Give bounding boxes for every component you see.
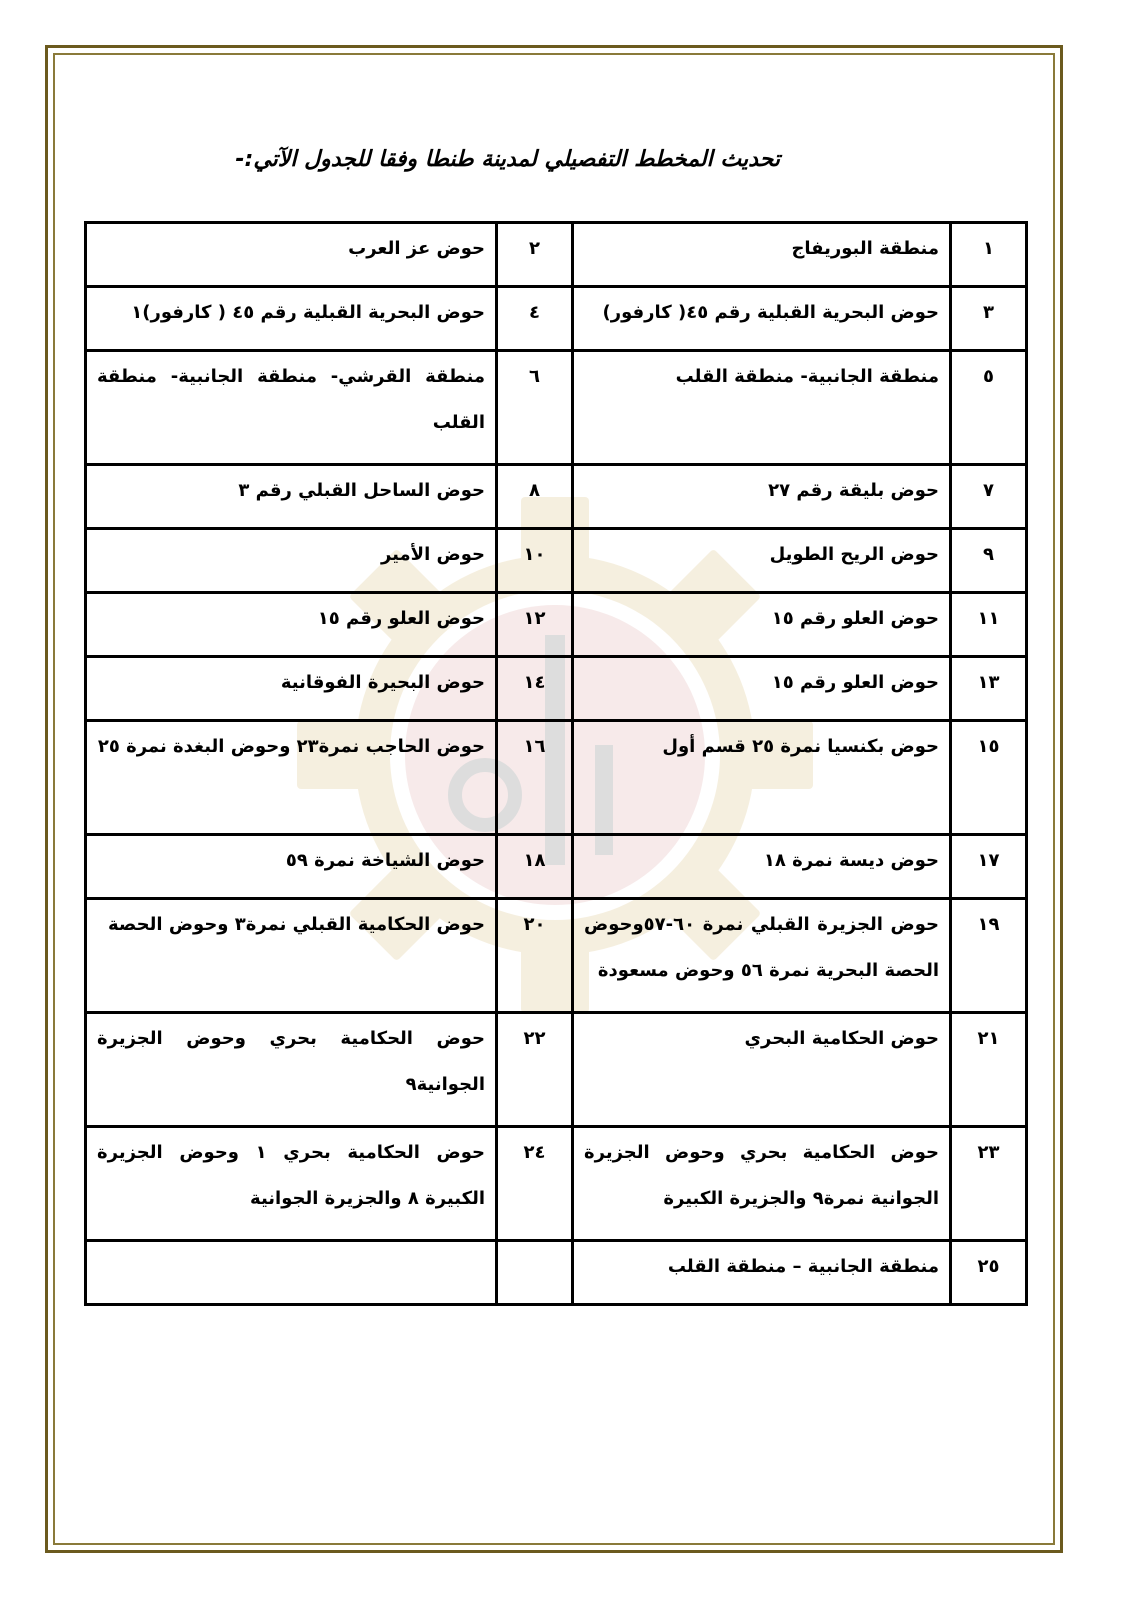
- row-number: ١٦: [497, 721, 573, 835]
- row-number: ١٣: [951, 657, 1027, 721]
- table-row: [86, 351, 1027, 465]
- zone-name: حوض الأمير: [86, 529, 497, 593]
- zone-name: منطقة الجانبية- منطقة القلب: [573, 351, 951, 465]
- row-number: ٢١: [951, 1013, 1027, 1127]
- table-row: [86, 1013, 1027, 1127]
- zone-name: حوض البحيرة الفوقانية: [86, 657, 497, 721]
- row-number: ١٩: [951, 899, 1027, 1013]
- row-number: ٦: [497, 351, 573, 465]
- table-row: [86, 1241, 1027, 1305]
- table-row: [86, 287, 1027, 351]
- zone-name: حوض ديسة نمرة ١٨: [573, 835, 951, 899]
- zone-name: حوض العلو رقم ١٥: [573, 593, 951, 657]
- zone-name: حوض البحرية القبلية رقم ٤٥ ( كارفور)١: [86, 287, 497, 351]
- zone-name: منطقة الجانبية – منطقة القلب: [573, 1241, 951, 1305]
- zone-name: حوض بليقة رقم ٢٧: [573, 465, 951, 529]
- table-row: [86, 835, 1027, 899]
- table-row: [86, 1127, 1027, 1241]
- zone-name: حوض عز العرب: [86, 223, 497, 287]
- row-number: ١٧: [951, 835, 1027, 899]
- zones-table: [84, 221, 1028, 1306]
- zone-name: حوض الحكامية القبلي نمرة٣ وحوض الحصة: [86, 899, 497, 1013]
- zone-name: حوض الساحل القبلي رقم ٣: [86, 465, 497, 529]
- row-number: ٢٥: [951, 1241, 1027, 1305]
- row-number: ٢٠: [497, 899, 573, 1013]
- row-number: ١٢: [497, 593, 573, 657]
- row-number: ١: [951, 223, 1027, 287]
- row-number: ٩: [951, 529, 1027, 593]
- row-number: [497, 1241, 573, 1305]
- row-number: ١٥: [951, 721, 1027, 835]
- zone-name: [86, 1241, 497, 1305]
- row-number: ٢٤: [497, 1127, 573, 1241]
- table-row: [86, 899, 1027, 1013]
- row-number: ١١: [951, 593, 1027, 657]
- table-row: [86, 593, 1027, 657]
- row-number: ٤: [497, 287, 573, 351]
- row-number: ٢: [497, 223, 573, 287]
- table-row: [86, 223, 1027, 287]
- zone-name: منطقة القرشي- منطقة الجانبية- منطقة القلب: [86, 351, 497, 465]
- table-row: [86, 657, 1027, 721]
- zone-name: حوض العلو رقم ١٥: [573, 657, 951, 721]
- zone-name: حوض البحرية القبلية رقم ٤٥( كارفور): [573, 287, 951, 351]
- row-number: ٢٣: [951, 1127, 1027, 1241]
- zone-name: حوض العلو رقم ١٥: [86, 593, 497, 657]
- zone-name: منطقة البوريفاج: [573, 223, 951, 287]
- row-number: ١٨: [497, 835, 573, 899]
- zone-name: حوض الحكامية بحري ١ وحوض الجزيرة الكبيرة ٨ والجزيرة الجوانية: [86, 1127, 497, 1241]
- row-number: ٨: [497, 465, 573, 529]
- table-row: [86, 721, 1027, 835]
- row-number: ١٤: [497, 657, 573, 721]
- zone-name: حوض بكنسيا نمرة ٢٥ قسم أول: [573, 721, 951, 835]
- zone-name: حوض الحكامية بحري وحوض الجزيرة الجوانية نمرة٩ والجزيرة الكبيرة: [573, 1127, 951, 1241]
- row-number: ٢٢: [497, 1013, 573, 1127]
- row-number: ٧: [951, 465, 1027, 529]
- table-row: [86, 529, 1027, 593]
- row-number: ٣: [951, 287, 1027, 351]
- zone-name: حوض الجزيرة القبلي نمرة ٦٠-٥٧وحوض الحصة البحرية نمرة ٥٦ وحوض مسعودة: [573, 899, 951, 1013]
- row-number: ١٠: [497, 529, 573, 593]
- zone-name: حوض الحكامية بحري وحوض الجزيرة الجوانية٩: [86, 1013, 497, 1127]
- zone-name: حوض الريح الطويل: [573, 529, 951, 593]
- page-title: تحديث المخطط التفصيلي لمدينة طنطا وفقا للجدول الآتي:-: [235, 147, 780, 172]
- zone-name: حوض الحاجب نمرة٢٣ وحوض البغدة نمرة ٢٥: [86, 721, 497, 835]
- table-row: [86, 465, 1027, 529]
- row-number: ٥: [951, 351, 1027, 465]
- zone-name: حوض الشياخة نمرة ٥٩: [86, 835, 497, 899]
- zone-name: حوض الحكامية البحري: [573, 1013, 951, 1127]
